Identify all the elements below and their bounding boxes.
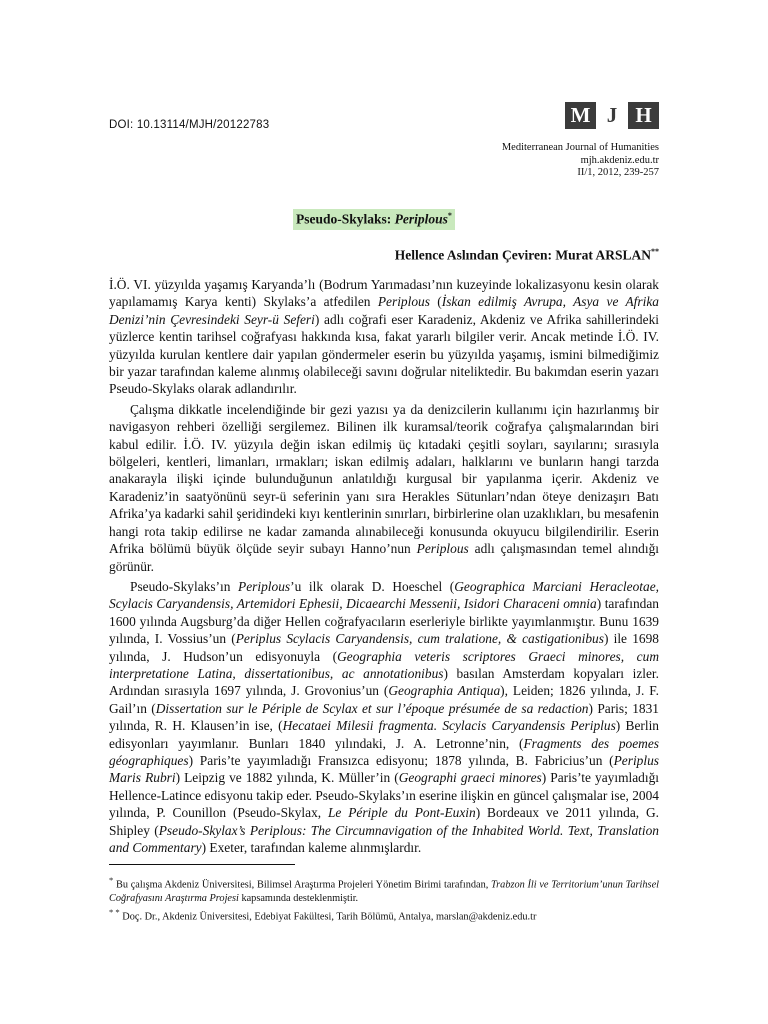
footnote-2 <box>109 906 659 924</box>
italic-text: İskan edilmiş Avrupa, Asya ve Afrika Denizi’nin Çevresindeki Seyr-ü Seferi <box>109 294 659 327</box>
text-run: ) Berlin edisyonları yayımlanır. Bunları 1840 yılındaki, J. A. Letronne’nin, ( <box>109 718 659 751</box>
logo-letter-m: M <box>565 102 596 129</box>
text-run: ) Paris’te yayımladığı Fransızca edisyonu; 1878 yılında, B. Fabricius’un ( <box>188 752 614 768</box>
text-run: ) Exeter, tarafından kaleme alınmışlardır. <box>201 840 422 855</box>
italic-text: Periplous <box>238 578 291 594</box>
article-body <box>109 276 659 859</box>
text-run: Çalışma dikkatle incelendiğinde bir gezi yazısı ya da denizcilerin kullanımı için hazırlanmış bir navigasyon rehberi özelliği sergilemez. Bilinen ilk kuramsal/teorik coğrafya çalışmalarından biri kabul edilir. İ.Ö. IV. yüzyıla değin iskan edilmiş üç kıtadaki çeşitli soyları, sayılarını; sırasıyla bölgeleri, kentleri, limanları, ırmakları; iskan edilmiş adaları, halklarını ve bunların hangi tarzda anakarayla ilişki içinde bulunduğunun anlatıldığı kurgusal bir yapılanma içerir. Akdeniz ve Karadeniz’in saatyönünü seyr-ü seferinin yanı sıra Herakles Sütunları’ndan öteye denizaşırı Batı Afrika’ya kadarki sahil şeridindeki kıyı kentlerinin sınırları, birbirlerine olan uzaklıkları, bu mesafenin hangi rota takip edilirse ne kadar zamanda alınabileceği konusunda okuyucu bilgilendirilir. Eserin Afrika bölümü büyük ölçüde seyir subayı Hanno’nun <box>109 401 659 557</box>
paragraph-2 <box>109 401 659 575</box>
text-run: Pseudo-Skylaks’ın <box>130 578 239 594</box>
text-run: ) ile 1698 yılında, J. Hudson’un edisyonuyla ( <box>109 631 659 664</box>
journal-url: mjh.akdeniz.edu.tr <box>580 154 659 166</box>
italic-text: Geographia veteris scriptores Graeci minores, cum interpretatione Latina, dissertationibus, ac annotationibus <box>109 648 659 681</box>
author-name: Hellence Aslından Çeviren: Murat ARSLAN <box>394 247 651 263</box>
text-run: ) Paris; 1831 yılında, R. H. Klausen’in ise, ( <box>109 700 659 734</box>
italic-text: Geographia Antiqua <box>388 683 501 699</box>
author-footnote-mark: ** <box>651 247 659 256</box>
text-run: adlı çalışmasından temel alındığı görünür. <box>109 541 659 574</box>
italic-text: Periplus Maris Rubri <box>109 752 659 786</box>
text-run: ) tarafından 1600 yılında Augsburg’da diğer Hellen coğrafyacıların eserleriyle birlikte yayımlanmıştır. Bunu 1639 yılında, I. Vossius’un ( <box>109 596 659 647</box>
italic-text: Dissertation sur le Périple de Scylax et sur l’époque présumée de sa redaction <box>155 700 589 716</box>
title-footnote-mark: * <box>447 211 452 220</box>
paragraph-3 <box>109 578 659 857</box>
journal-issue: II/1, 2012, 239-257 <box>577 167 659 178</box>
italic-text: Geographi graeci minores <box>398 770 542 786</box>
italic-text: Periplous <box>377 294 430 310</box>
author-line <box>395 247 659 264</box>
text-run: ) adlı coğrafi eser Karadeniz, Akdeniz ve Afrika sahillerindeki yüzlerce kentin tarihsel coğrafyası hakkında kısa, fakat yararlı bilgiler verir. Ancak metinde İ.Ö. IV. yüzyılda kurulan kentlere dair yapılan göndermeler eserin bu yüzyılda yaşamış, ismini bilmediğimiz bir yazar tarafından kaleme alınmış olabileceği savını doğrular niteliktedir. Bu bakımdan eserin yazarı Pseudo-Skylaks olarak adlandırılır. <box>109 311 659 397</box>
footnote-mark: * <box>109 875 114 885</box>
footnote-divider <box>109 864 295 865</box>
italic-text: Trabzon İli ve Territorium’unun Tarihsel Coğrafyasını Araştırma Projesi <box>109 879 659 904</box>
journal-info <box>502 142 659 180</box>
italic-text: Pseudo-Skylax’s Periplous: The Circumnavigation of the Inhabited World. Text, Translation and Commentary <box>109 822 659 855</box>
text-run: ) basılan Amsterdam kopyaları izler. Ardından sırasıyla 1697 yılında, J. Grovonius’un ( <box>109 665 659 699</box>
paragraph-1 <box>109 276 659 398</box>
logo-letter-h: H <box>628 102 659 129</box>
italic-text: Periplous <box>416 541 469 557</box>
page <box>109 0 659 1024</box>
text-run: ( <box>429 294 442 310</box>
title-plain: Pseudo-Skylaks: <box>296 211 395 227</box>
text-run: ) Paris’te yayımladığı Hellence-Latince edisyonu takip eder. Pseudo-Skylaks’ın eserine ilişkin en güncel çalışmalar ise, 2004 yılında, P. Counillon (Pseudo-Skylax, <box>109 770 659 821</box>
footnote-mark: * * <box>109 906 120 917</box>
text-run: Doç. Dr., Akdeniz Üniversitesi, Edebiyat Fakültesi, Tarih Bölümü, Antalya, marslan@akdeniz.edu.tr <box>119 911 537 923</box>
article-title <box>293 209 455 230</box>
footnote-1 <box>109 874 659 905</box>
journal-name: Mediterranean Journal of Humanities <box>501 142 659 153</box>
footnotes <box>109 874 659 924</box>
text-run: Bu çalışma Akdeniz Üniversitesi, Bilimsel Araştırma Projeleri Yönetim Birimi tarafından, <box>113 879 492 891</box>
italic-text: Geographica Marciani Heracleotae, Scylacis Caryandensis, Artemidori Ephesii, Dicaearchi Messenii, Isidori Characeni omnia <box>109 578 659 612</box>
title-italic: Periplous <box>394 211 448 227</box>
text-run: kapsamında desteklenmiştir. <box>238 892 359 904</box>
journal-logo <box>565 102 659 129</box>
logo-letter-j: J <box>606 103 618 127</box>
italic-text: Periplus Scylacis Caryandensis, cum tralatione, & castigationibus <box>235 631 604 647</box>
text-run: ’u ilk olarak D. Hoeschel ( <box>290 578 455 594</box>
doi-label: DOI: 10.13114/MJH/20122783 <box>109 119 270 131</box>
text-run: ) Bordeaux ve 2011 yılında, G. Shipley ( <box>109 805 659 838</box>
text-run: ), Leiden; 1826 yılında, J. F. Gail’ın ( <box>109 683 660 716</box>
italic-text: Fragments des poemes géographiques <box>109 735 659 768</box>
italic-text: Hecataei Milesii fragmenta. Scylacis Caryandensis Periplus <box>282 718 616 734</box>
text-run: İ.Ö. VI. yüzyılda yaşamış Karyanda’lı (Bodrum Yarımadası’nın kuzeyinde lokalizasyonu kesin olarak yapılamamış Karya kenti) Skylaks’a atfedilen <box>109 277 659 310</box>
text-run: ) Leipzig ve 1882 yılında, K. Müller’in ( <box>175 770 399 786</box>
italic-text: Le Périple du Pont-Euxin <box>327 805 476 821</box>
